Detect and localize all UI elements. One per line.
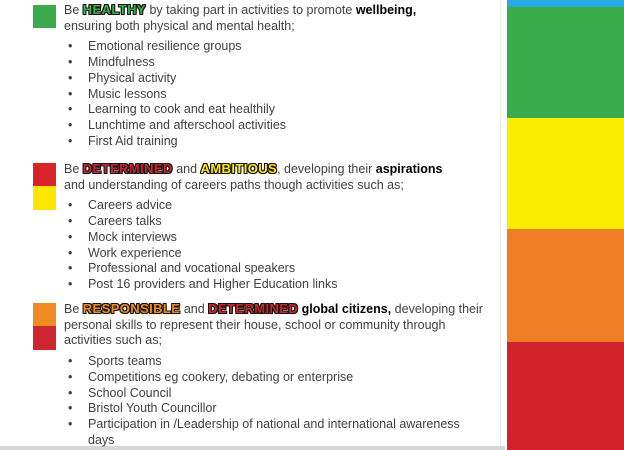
section-heading-line [64, 161, 478, 178]
list-item: • Professional and vocational speakers [64, 261, 478, 277]
bullet-list-healthy [64, 39, 478, 149]
heading-bold-global-citizens: global citizens, [298, 302, 392, 316]
section-heading-line: personal skills to represent their house, school or community through [64, 317, 446, 332]
section-heading-line [64, 301, 483, 318]
list-item: • Participation in /Leadership of national and international awareness days [64, 417, 478, 448]
bar-segment-green [507, 7, 624, 118]
color-strip-bar [507, 0, 624, 450]
section-heading-line [64, 2, 478, 19]
section-heading-line: ensuring both physical and mental health; [64, 18, 295, 33]
bullet-list-citizenship [64, 354, 478, 448]
heading-bold-aspirations: aspirations [375, 162, 443, 176]
list-item: • Careers advice [64, 198, 478, 214]
bar-segment-orange [507, 229, 624, 342]
ambitious-yellow-square-marker [33, 186, 56, 210]
list-item: • Mock interviews [64, 230, 478, 246]
list-item: • Competitions eg cookery, debating or enterprise [64, 370, 478, 386]
section-healthy [64, 2, 478, 149]
list-item: • Music lessons [64, 87, 478, 103]
wordart-healthy: HEALTHY [82, 2, 146, 17]
wordart-responsible: RESPONSIBLE [82, 301, 181, 316]
heading-text: and [180, 302, 209, 316]
list-item: • Lunchtime and afterschool activities [64, 118, 478, 134]
list-item: • Bristol Youth Councillor [64, 401, 478, 417]
wordart-determined: DETERMINED [208, 301, 299, 316]
page-edge-right [500, 0, 501, 446]
list-item: • First Aid training [64, 134, 478, 150]
heading-text: and [172, 162, 201, 176]
healthy-green-square-marker [33, 5, 56, 28]
bar-segment-red [507, 342, 624, 450]
list-item: • Post 16 providers and Higher Education links [64, 277, 478, 293]
section-heading-line: activities such as; [64, 333, 162, 348]
list-item: • School Council [64, 386, 478, 402]
responsible-red-square-marker [33, 326, 56, 350]
list-item: • Mindfulness [64, 55, 478, 71]
section-citizenship [64, 301, 483, 448]
bullet-list-careers [64, 198, 478, 292]
heading-text: Be [64, 3, 83, 17]
list-item: • Work experience [64, 246, 478, 262]
bar-segment-yellow [507, 118, 624, 229]
determined-red-square-marker [33, 163, 56, 186]
heading-bold-wellbeing: wellbeing, [355, 3, 417, 17]
heading-text: , developing their [277, 162, 376, 176]
heading-text: Be [64, 302, 83, 316]
heading-text: developing their [391, 302, 483, 316]
wordart-ambitious: AMBITIOUS [200, 161, 278, 176]
heading-text: by taking part in activities to promote [146, 3, 356, 17]
list-item: • Careers talks [64, 214, 478, 230]
heading-text: Be [64, 162, 83, 176]
section-heading-line: and understanding of careers paths though activities such as; [64, 177, 404, 192]
bar-segment-blue [507, 0, 624, 7]
list-item: • Emotional resilience groups [64, 39, 478, 55]
section-careers [64, 161, 478, 293]
wordart-determined: DETERMINED [82, 161, 173, 176]
list-item: • Sports teams [64, 354, 478, 370]
list-item: • Learning to cook and eat healthily [64, 102, 478, 118]
list-item: • Physical activity [64, 71, 478, 87]
responsible-orange-square-marker [33, 303, 56, 326]
